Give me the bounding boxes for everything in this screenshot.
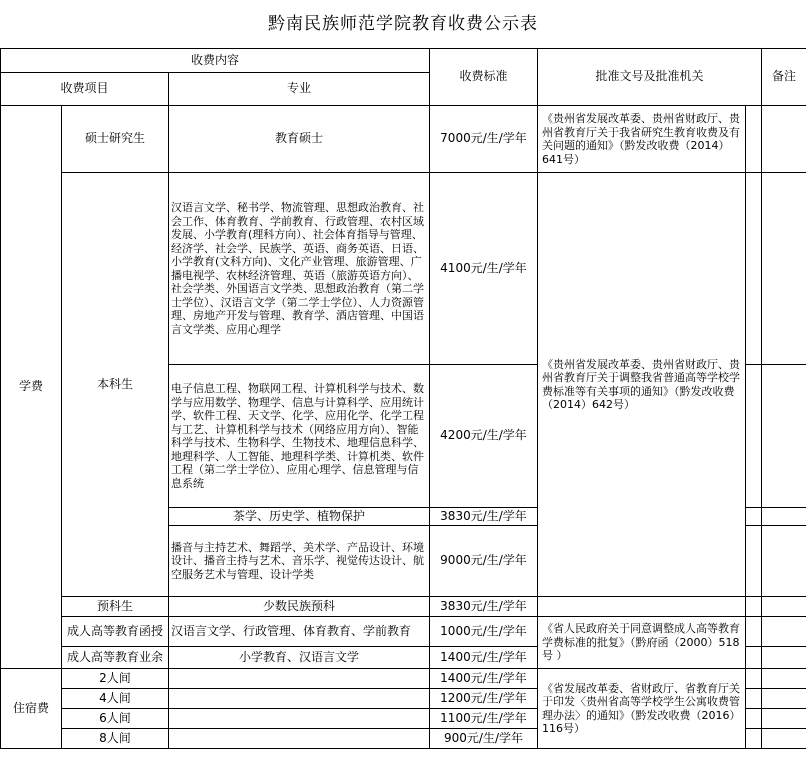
level-master: 硕士研究生 (62, 106, 169, 173)
spacer-cell (746, 508, 762, 526)
fee-master: 7000元/生/学年 (430, 106, 538, 173)
spacer-cell (746, 647, 762, 669)
approval-prep-empty (538, 597, 746, 617)
room-4: 4人间 (62, 689, 169, 709)
note-cell (762, 173, 806, 365)
header-major: 专业 (169, 73, 430, 106)
level-adult-part: 成人高等教育业余 (62, 647, 169, 669)
major-empty (169, 729, 430, 749)
header-item: 收费项目 (1, 73, 169, 106)
note-cell (762, 729, 806, 749)
fee-room-6: 1100元/生/学年 (430, 709, 538, 729)
major-master: 教育硕士 (169, 106, 430, 173)
major-adult-part: 小学教育、汉语言文学 (169, 647, 430, 669)
fee-undergrad-3: 3830元/生/学年 (430, 508, 538, 526)
note-cell (762, 647, 806, 669)
note-cell (762, 526, 806, 597)
room-2: 2人间 (62, 669, 169, 689)
room-8: 8人间 (62, 729, 169, 749)
major-empty (169, 689, 430, 709)
spacer-cell (746, 729, 762, 749)
spacer-cell (746, 365, 762, 508)
note-cell (762, 669, 806, 689)
spacer-cell (746, 617, 762, 647)
dorm-label: 住宿费 (1, 669, 62, 749)
major-prep: 少数民族预科 (169, 597, 430, 617)
spacer-cell (746, 173, 762, 365)
spacer-cell (746, 689, 762, 709)
major-undergrad-1: 汉语言文学、秘书学、物流管理、思想政治教育、社会工作、体育教育、学前教育、行政管理、农村区域发展、小学教育(理科方向）、社会体育指导与管理、经济学、社会学、民族学、英语、商务英语、日语、小学教育(文科方向)、文化产业管理、旅游管理、广播电视学、农林经济管理、英语（旅游英语方向）、社会学类、外国语言文学类、思想政治教育（第二学士学位）、汉语言文学（第二学士学位）、人力资源管理、房地产开发与管理、教育学、酒店管理、中国语言文学类、应用心理学 (169, 173, 430, 365)
note-cell (762, 365, 806, 508)
fee-adult-part: 1400元/生/学年 (430, 647, 538, 669)
spacer-cell (746, 597, 762, 617)
fee-undergrad-1: 4100元/生/学年 (430, 173, 538, 365)
table-row (1, 617, 806, 647)
approval-undergrad: 《贵州省发展改革委、贵州省财政厅、贵州省教育厅关于调整我省普通高等学校学费标准等有关事项的通知》（黔发改收费（2014）642号） (538, 173, 746, 597)
tuition-label: 学费 (1, 106, 62, 669)
fee-adult-corr: 1000元/生/学年 (430, 617, 538, 647)
note-cell (762, 106, 806, 173)
fee-room-4: 1200元/生/学年 (430, 689, 538, 709)
header-note: 备注 (762, 49, 806, 106)
fee-table (0, 48, 806, 749)
major-undergrad-3: 茶学、历史学、植物保护 (169, 508, 430, 526)
header-row-1 (1, 49, 806, 73)
note-cell (762, 689, 806, 709)
note-cell (762, 597, 806, 617)
level-undergrad: 本科生 (62, 173, 169, 597)
header-approval: 批准文号及批准机关 (538, 49, 762, 106)
approval-adult: 《省人民政府关于同意调整成人高等教育学费标准的批复》（黔府函（2000）518号 ） (538, 617, 746, 669)
table-row (1, 669, 806, 689)
note-cell (762, 709, 806, 729)
room-6: 6人间 (62, 709, 169, 729)
fee-room-2: 1400元/生/学年 (430, 669, 538, 689)
header-content: 收费内容 (1, 49, 430, 73)
page-title: 黔南民族师范学院教育收费公示表 (0, 0, 806, 49)
level-adult-corr: 成人高等教育函授 (62, 617, 169, 647)
note-cell (762, 508, 806, 526)
table-row (1, 106, 806, 173)
fee-undergrad-4: 9000元/生/学年 (430, 526, 538, 597)
fee-room-8: 900元/生/学年 (430, 729, 538, 749)
major-undergrad-2: 电子信息工程、物联网工程、计算机科学与技术、数学与应用数学、物理学、信息与计算科学、应用统计学、软件工程、天文学、化学、应用化学、化学工程与工艺、计算机科学与技术（网络应用方向）、智能科学与技术、生物科学、生物技术、地理信息科学、地理科学、人工智能、地理科学类、计算机类、软件工程（第二学士学位）、应用心理学、信息管理与信息系统 (169, 365, 430, 508)
note-cell (762, 617, 806, 647)
major-empty (169, 709, 430, 729)
spacer-cell (746, 526, 762, 597)
approval-dorm: 《省发展改革委、省财政厅、省教育厅关于印发〈贵州省高等学校学生公寓收费管理办法〉的通知》（黔发改收费（2016）116号） (538, 669, 746, 749)
level-prep: 预科生 (62, 597, 169, 617)
fee-prep: 3830元/生/学年 (430, 597, 538, 617)
spacer-cell (746, 669, 762, 689)
major-adult-corr: 汉语言文学、行政管理、体育教育、学前教育 (169, 617, 430, 647)
major-empty (169, 669, 430, 689)
approval-master: 《贵州省发展改革委、贵州省财政厅、贵州省教育厅关于我省研究生教育收费及有关问题的通知》（黔发改收费（2014）641号） (538, 106, 746, 173)
spacer-cell (746, 709, 762, 729)
table-row (1, 173, 806, 365)
table-row (1, 597, 806, 617)
major-undergrad-4: 播音与主持艺术、舞蹈学、美术学、产品设计、环境设计、播音主持与艺术、音乐学、视觉传达设计、航空服务艺术与管理、设计学类 (169, 526, 430, 597)
fee-undergrad-2: 4200元/生/学年 (430, 365, 538, 508)
header-standard: 收费标准 (430, 49, 538, 106)
spacer-cell (746, 106, 762, 173)
